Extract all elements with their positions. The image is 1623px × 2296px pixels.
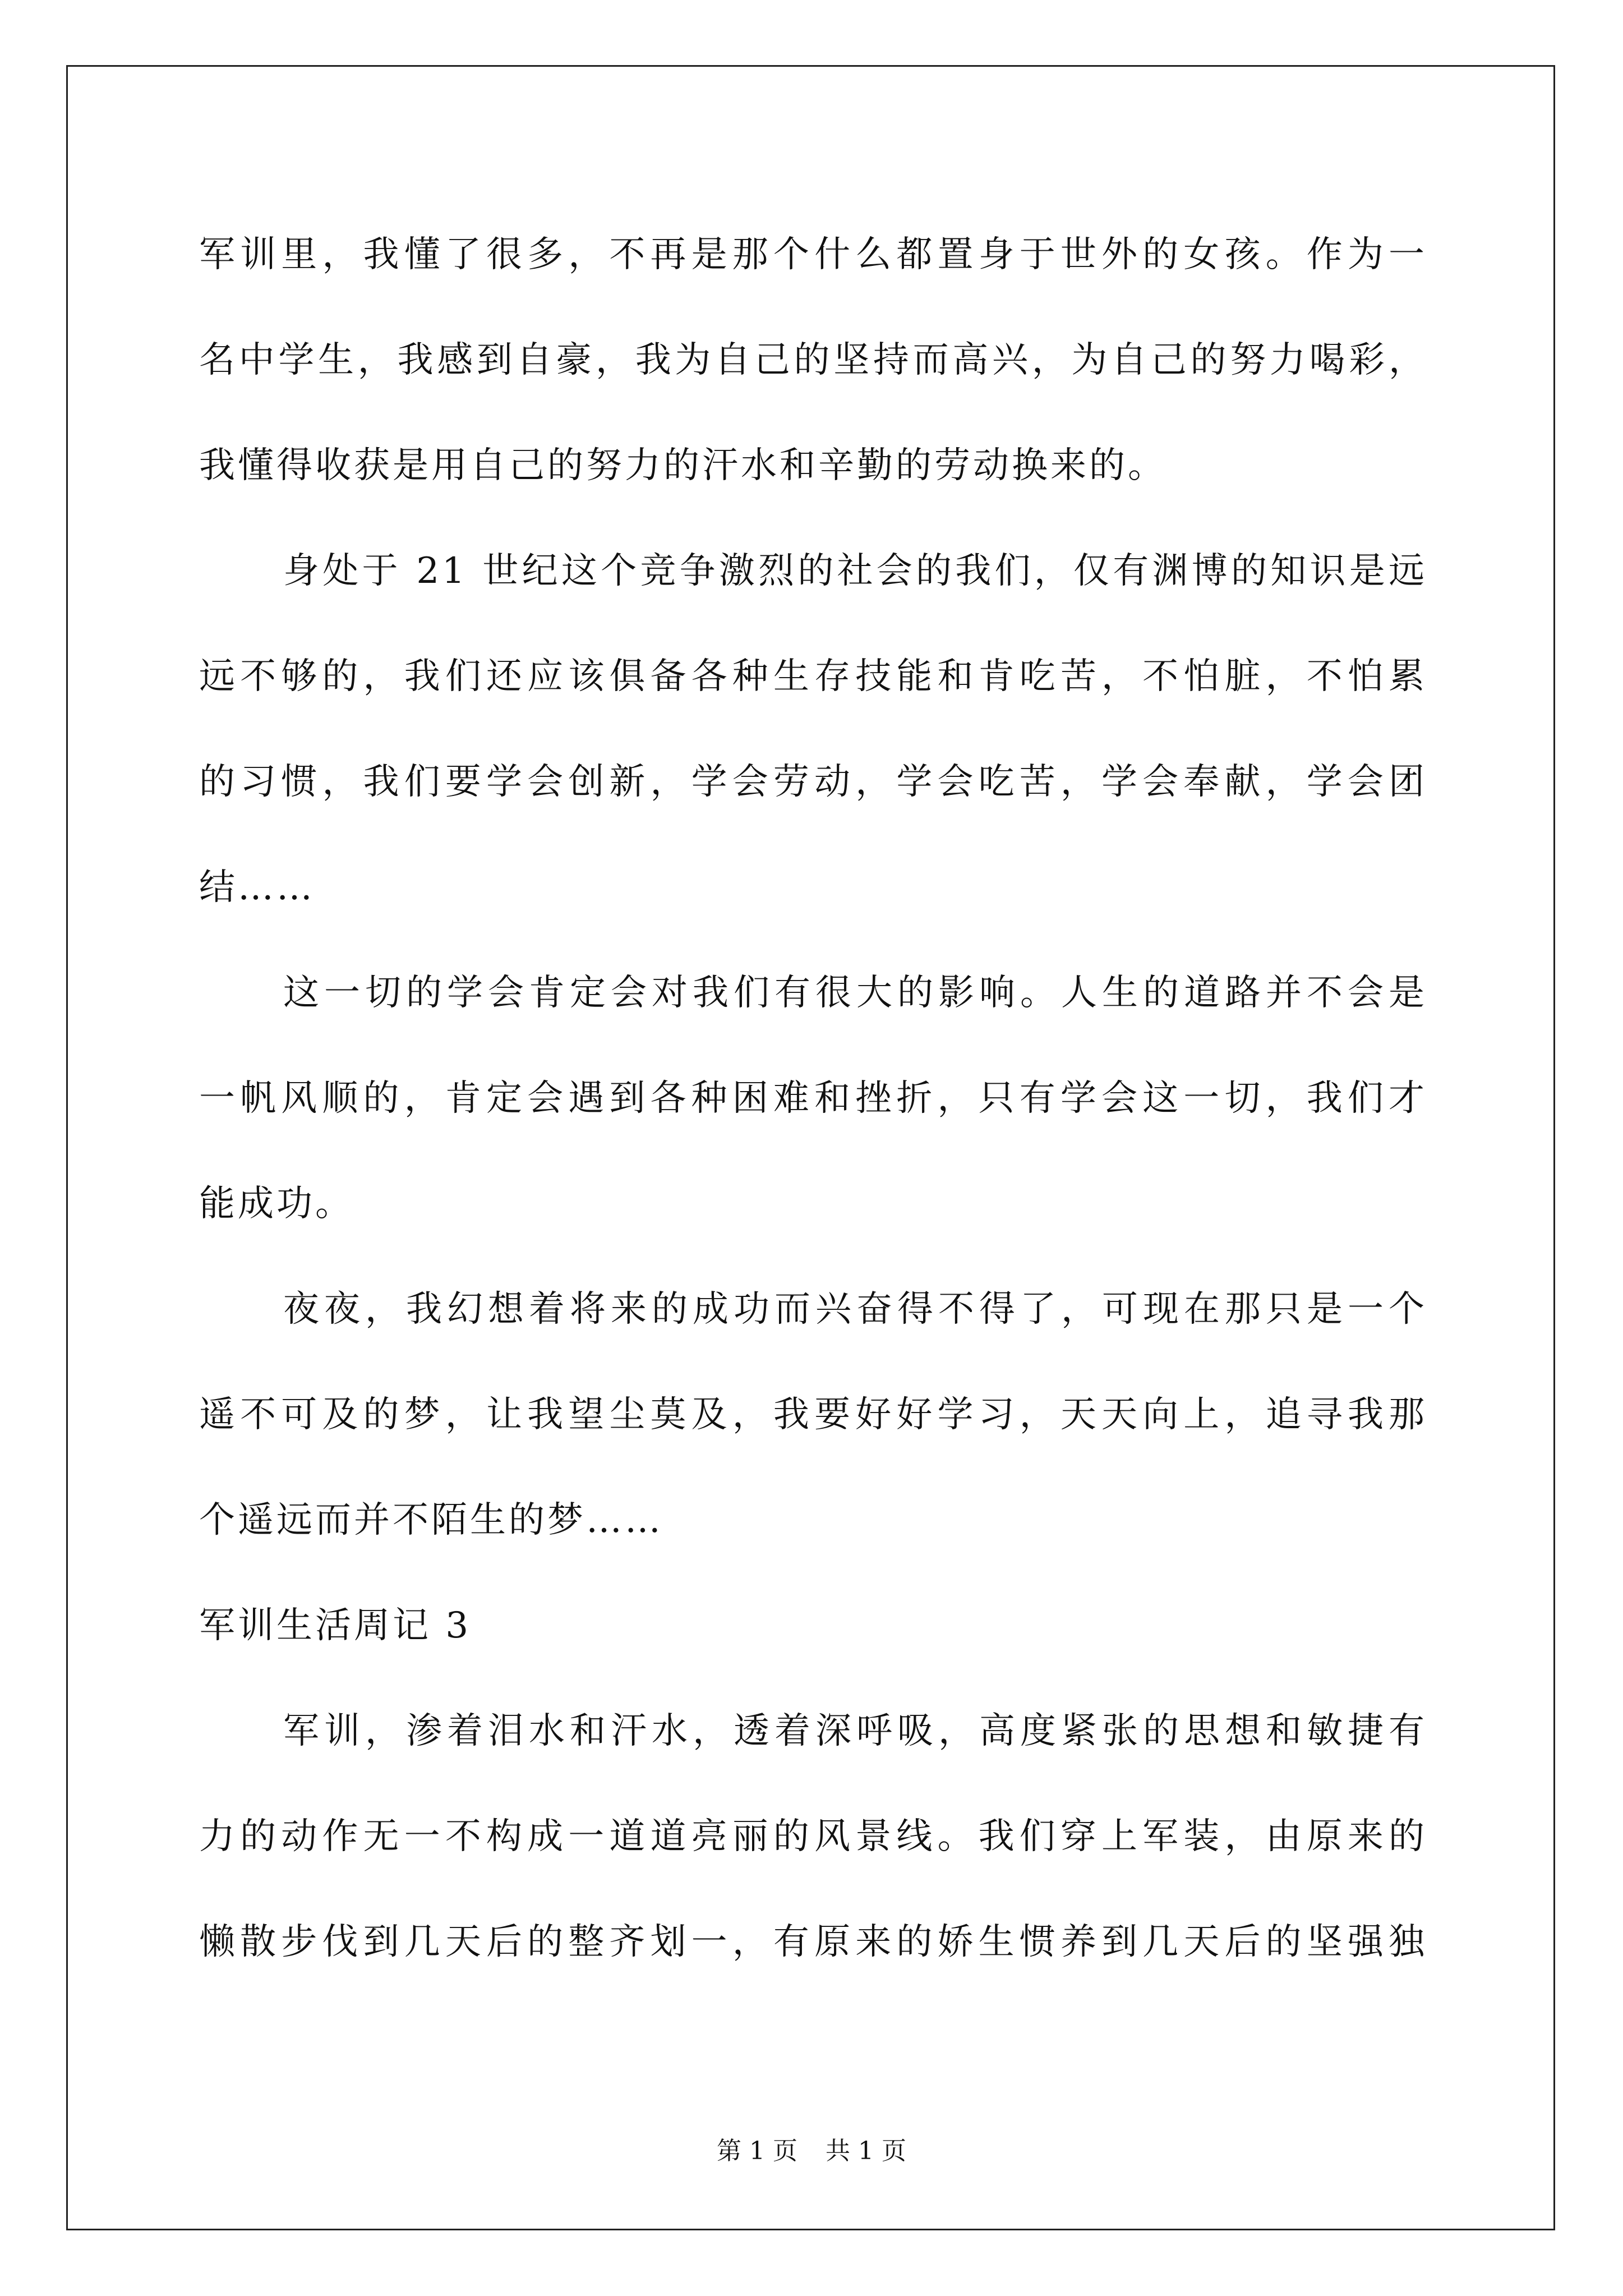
text-line: 这一切的学会肯定会对我们有很大的影响。人生的道路并不会是 [283,972,1427,1014]
text-line: 懒散步伐到几天后的整齐划一，有原来的娇生惯养到几天后的坚强独 [199,1921,1427,1963]
text-line: 力的动作无一不构成一道道亮丽的风景线。我们穿上军装，由原来的 [199,1816,1427,1857]
text-line: 遥不可及的梦，让我望尘莫及，我要好好学习，天天向上，追寻我那 [199,1394,1427,1435]
text-line: 名中学生，我感到自豪，我为自己的坚持而高兴，为自己的努力喝彩， [199,339,1427,381]
text-line: 军训，渗着泪水和汗水，透着深呼吸，高度紧张的思想和敏捷有 [283,1710,1427,1752]
page-number: 第 1 页 [717,2137,797,2165]
text-line: 结…… [199,867,315,908]
text-line: 个遥远而并不陌生的梦…… [199,1499,663,1541]
text-line: 身处于 21 世纪这个竞争激烈的社会的我们，仅有渊博的知识是远 [283,550,1427,592]
text-line: 远不够的，我们还应该俱备各种生存技能和肯吃苦，不怕脏，不怕累 [199,656,1427,697]
text-line: 军训里，我懂了很多，不再是那个什么都置身于世外的女孩。作为一 [199,234,1427,275]
section-heading: 军训生活周记 3 [199,1605,472,1646]
text-line: 的习惯，我们要学会创新，学会劳动，学会吃苦，学会奉献，学会团 [199,761,1427,803]
text-line: 夜夜，我幻想着将来的成功而兴奋得不得了，可现在那只是一个 [283,1289,1427,1330]
text-line: 一帆风顺的，肯定会遇到各种困难和挫折，只有学会这一切，我们才 [199,1078,1427,1119]
text-line: 能成功。 [199,1183,354,1225]
page-footer [0,2134,1623,2168]
page-total: 共 1 页 [826,2137,906,2165]
document-body [199,202,1427,1995]
text-line: 我懂得收获是用自己的努力的汗水和辛勤的劳动换来的。 [199,445,1166,486]
